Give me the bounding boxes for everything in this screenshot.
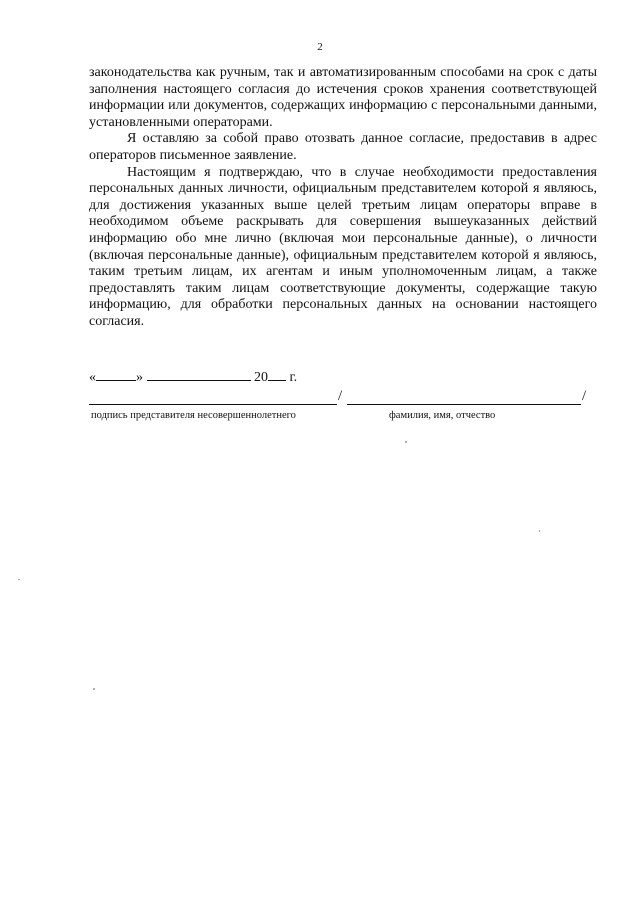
paragraph-third-party-disclosure: Настоящим я подтверждаю, что в случае необходимости предоставления персональных данных личности, официальным представителем которой я являюсь, для достижения указанных выше целей третьим лицам операторы вправе в необходимом объеме раскрывать для совершения вышеуказанных действий информацию обо мне лично (включая мои персональные данные), о личности (включая персональные данные), официальным представителем которой я являюсь, таким третьим лицам, их агентам и иным уполномоченным лицам, а также предоставлять таким лицам соответствующие документы, содержащие такую информацию, для обработки персональных данных на основании настоящего согласия. <box>89 164 597 329</box>
year-prefix: 20 <box>254 370 268 385</box>
document-body <box>89 65 597 331</box>
paragraph-storage-terms: законодательства как ручным, так и автоматизированным способами на срок с даты заполнения настоящего согласия до истечения сроков хранения соответствующей информации или документов, содержащих информацию с персональными данными, установленными операторами. <box>89 65 597 130</box>
paragraph-withdrawal-right: Я оставляю за собой право отозвать данное согласие, предоставив в адрес операторов письменное заявление. <box>89 131 597 163</box>
scan-speck <box>18 579 20 580</box>
date-close-quote: » <box>136 370 143 385</box>
signature-blank <box>89 388 337 405</box>
page-number: 2 <box>317 41 323 53</box>
full-name-caption: фамилия, имя, отчество <box>389 410 496 421</box>
day-blank <box>96 368 136 381</box>
signature-separator: / <box>338 388 343 404</box>
year-suffix: г. <box>289 370 298 385</box>
signature-caption: подпись представителя несовершеннолетнего <box>91 410 296 421</box>
signature-line <box>89 388 589 408</box>
full-name-blank <box>347 388 581 405</box>
date-open-quote: « <box>89 370 96 385</box>
signature-end-slash: / <box>582 388 587 404</box>
month-blank <box>147 368 251 381</box>
scan-speck <box>539 530 540 532</box>
date-line <box>89 368 297 386</box>
scan-speck <box>405 441 407 443</box>
year-blank <box>268 368 286 381</box>
scan-speck <box>93 688 95 690</box>
